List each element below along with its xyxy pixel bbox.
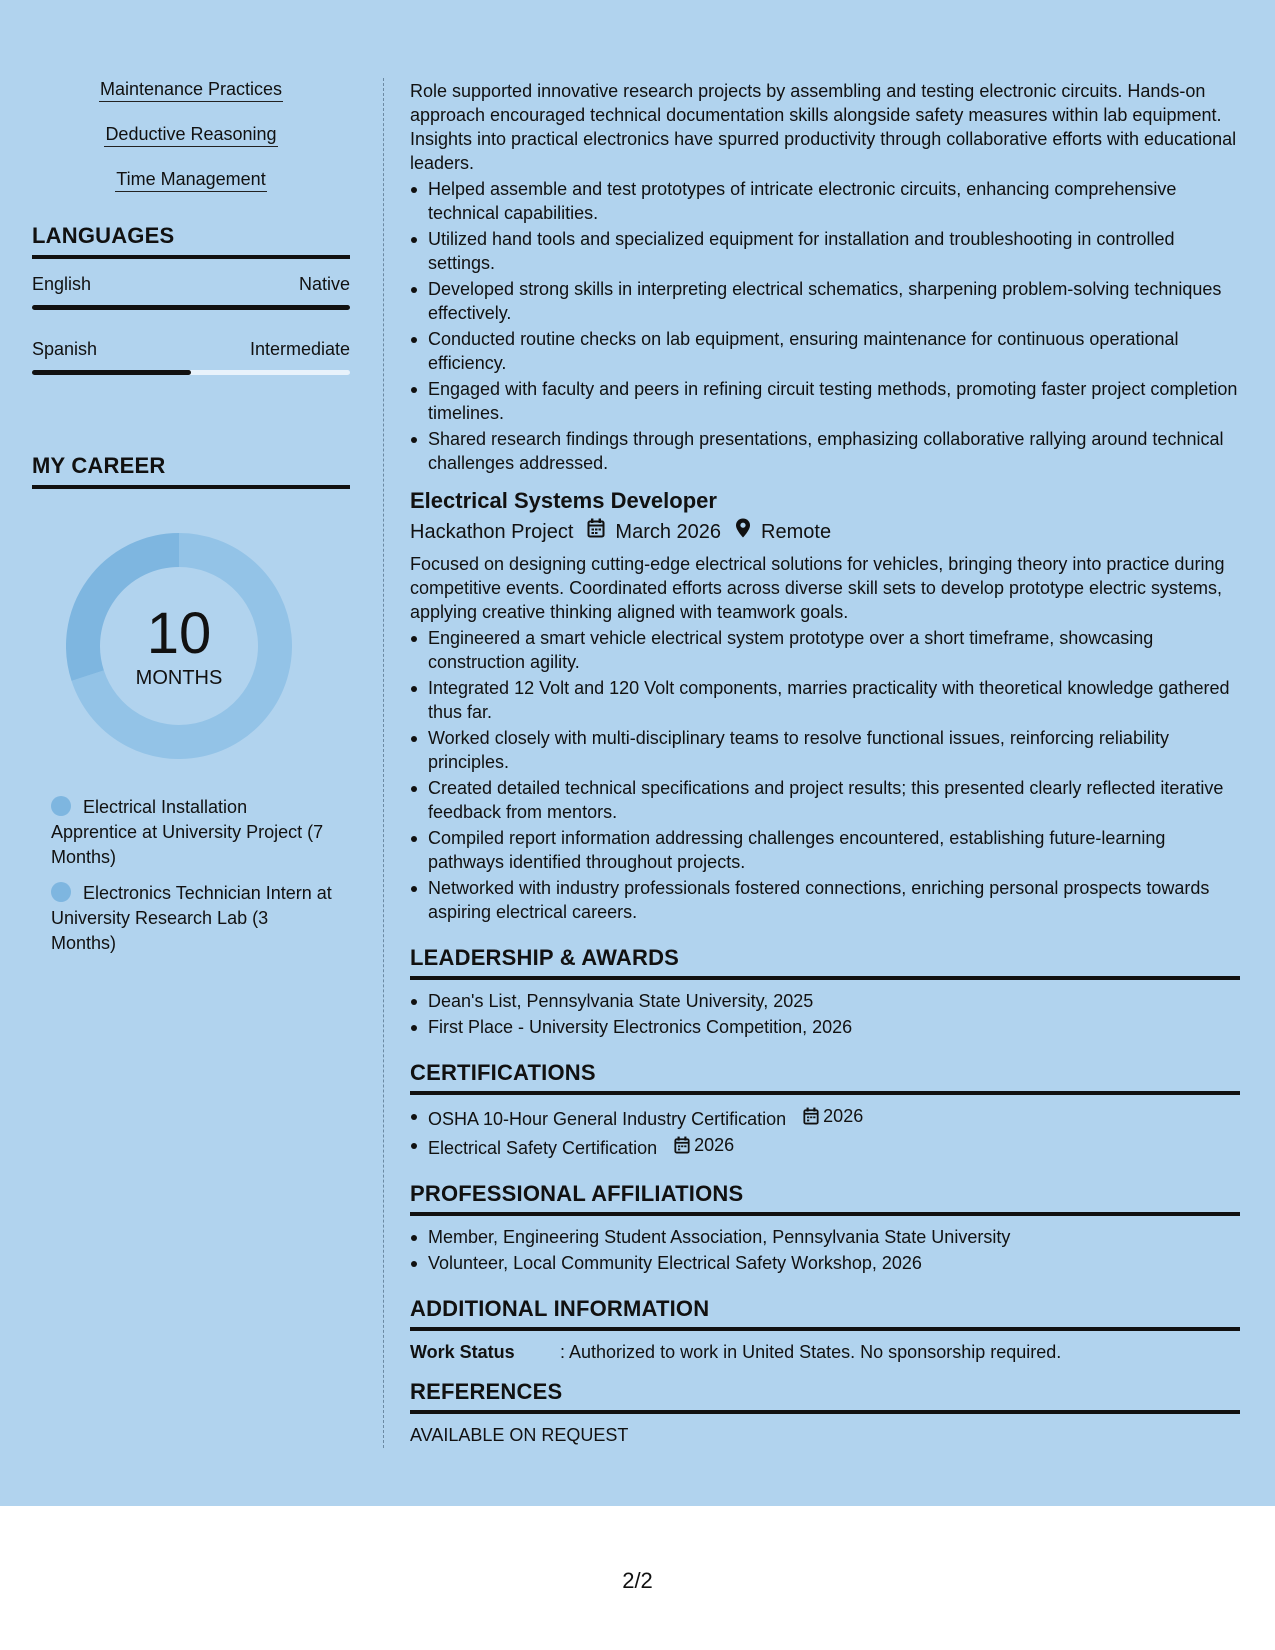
calendar-icon bbox=[674, 1136, 690, 1154]
calendar-icon bbox=[587, 518, 605, 545]
references-section bbox=[410, 1378, 1240, 1447]
experience-entry bbox=[410, 487, 1240, 924]
work-status-label: Work Status bbox=[410, 1342, 515, 1362]
career-dot-icon bbox=[51, 882, 71, 902]
languages-section bbox=[32, 223, 350, 375]
career-dot-icon bbox=[51, 796, 71, 816]
certification-name: OSHA 10-Hour General Industry Certification bbox=[428, 1109, 787, 1129]
location-pin-icon bbox=[735, 518, 751, 545]
skill-item bbox=[32, 123, 350, 148]
language-proficiency-fill bbox=[32, 305, 350, 310]
job-bullet: Engaged with faculty and peers in refining circuit testing methods, promoting faster project completion timelines. bbox=[410, 377, 1240, 425]
career-list bbox=[32, 795, 332, 956]
career-entry bbox=[51, 881, 332, 956]
job-bullet: Compiled report information addressing challenges encountered, establishing future-learning pathways identified throughout projects. bbox=[410, 826, 1240, 874]
job-meta bbox=[410, 518, 1240, 545]
job-description: Role supported innovative research projects by assembling and testing electronic circuits. Hands-on approach encouraged technical documentation skills alongside safety measures within lab equipment. Insights into practical electronics have spurred productivity through collaborative efforts with educational leaders. bbox=[410, 81, 1237, 173]
additional-info-heading: ADDITIONAL INFORMATION bbox=[410, 1295, 1240, 1331]
job-bullets bbox=[410, 626, 1240, 924]
leadership-section bbox=[410, 944, 1240, 1039]
languages-heading: LANGUAGES bbox=[32, 223, 350, 259]
career-total-number: 10 bbox=[146, 601, 212, 666]
career-entry bbox=[51, 795, 332, 870]
language-name: Spanish bbox=[32, 339, 98, 359]
job-bullet: Utilized hand tools and specialized equipment for installation and troubleshooting in controlled settings. bbox=[410, 227, 1240, 275]
job-bullet: Conducted routine checks on lab equipment, ensuring maintenance for continuous operational efficiency. bbox=[410, 327, 1240, 375]
job-title: Electrical Systems Developer bbox=[410, 488, 717, 513]
career-heading: MY CAREER bbox=[32, 453, 350, 489]
certifications-section bbox=[410, 1059, 1240, 1160]
skill-item bbox=[32, 78, 350, 103]
leadership-item: Dean's List, Pennsylvania State University, 2025 bbox=[410, 989, 1240, 1013]
job-bullets bbox=[410, 177, 1240, 475]
calendar-icon bbox=[803, 1107, 819, 1125]
references-heading: REFERENCES bbox=[410, 1378, 1240, 1414]
language-proficiency-bar bbox=[32, 305, 350, 310]
affiliation-item: Member, Engineering Student Association, Pennsylvania State University bbox=[410, 1225, 1240, 1249]
language-row bbox=[32, 338, 350, 375]
experience-entry bbox=[410, 79, 1240, 475]
skill-label: Maintenance Practices bbox=[99, 78, 283, 102]
job-bullet: Helped assemble and test prototypes of intricate electronic circuits, enhancing comprehensive technical capabilities. bbox=[410, 177, 1240, 225]
career-section bbox=[32, 453, 350, 956]
page-number: 2/2 bbox=[622, 1568, 653, 1593]
language-level: Native bbox=[298, 274, 350, 294]
job-bullet: Integrated 12 Volt and 120 Volt components, marries practicality with theoretical knowledge gathered thus far. bbox=[410, 676, 1240, 724]
certification-name: Electrical Safety Certification bbox=[428, 1138, 658, 1158]
language-name: English bbox=[32, 274, 92, 294]
affiliation-item: Volunteer, Local Community Electrical Safety Workshop, 2026 bbox=[410, 1251, 1240, 1275]
language-row bbox=[32, 273, 350, 310]
left-column bbox=[32, 78, 350, 967]
job-bullet: Engineered a smart vehicle electrical system prototype over a short timeframe, showcasing construction agility. bbox=[410, 626, 1240, 674]
leadership-heading: LEADERSHIP & AWARDS bbox=[410, 944, 1240, 980]
affiliations-section bbox=[410, 1180, 1240, 1275]
additional-info-section bbox=[410, 1295, 1240, 1364]
career-entry-text: Electrical Installation Apprentice at University Project (7 Months) bbox=[51, 797, 324, 867]
work-status-value: : Authorized to work in United States. No sponsorship required. bbox=[560, 1342, 1062, 1362]
job-bullet: Created detailed technical specifications and project results; this presented clearly reflected iterative feedback from mentors. bbox=[410, 776, 1240, 824]
column-divider bbox=[383, 78, 384, 1448]
skill-label: Deductive Reasoning bbox=[104, 123, 277, 147]
career-total-unit: MONTHS bbox=[135, 667, 223, 689]
certification-item bbox=[410, 1133, 1240, 1160]
job-bullet: Worked closely with multi-disciplinary teams to resolve functional issues, reinforcing reliability principles. bbox=[410, 726, 1240, 774]
job-bullet: Shared research findings through presentations, emphasizing collaborative rallying around technical challenges addressed. bbox=[410, 427, 1240, 475]
skill-label: Time Management bbox=[115, 168, 266, 192]
skills-list bbox=[32, 78, 350, 193]
language-level: Intermediate bbox=[249, 339, 350, 359]
affiliations-heading: PROFESSIONAL AFFILIATIONS bbox=[410, 1180, 1240, 1216]
language-proficiency-bar bbox=[32, 370, 350, 375]
job-bullet: Developed strong skills in interpreting electrical schematics, sharpening problem-solving techniques effectively. bbox=[410, 277, 1240, 325]
references-text: AVAILABLE ON REQUEST bbox=[410, 1425, 629, 1445]
work-status-row bbox=[410, 1340, 1240, 1364]
job-bullet: Networked with industry professionals fostered connections, enriching personal prospects towards aspiring electrical careers. bbox=[410, 876, 1240, 924]
certification-item bbox=[410, 1104, 1240, 1131]
right-column bbox=[410, 79, 1240, 1447]
certification-year: 2026 bbox=[823, 1106, 864, 1126]
certification-year: 2026 bbox=[694, 1135, 735, 1155]
career-donut-chart bbox=[66, 533, 292, 759]
language-proficiency-fill bbox=[32, 370, 191, 375]
job-location: Remote bbox=[761, 520, 832, 543]
skill-item bbox=[32, 168, 350, 193]
career-entry-text: Electronics Technician Intern at University Research Lab (3 Months) bbox=[51, 883, 332, 953]
leadership-item: First Place - University Electronics Competition, 2026 bbox=[410, 1015, 1240, 1039]
job-date: March 2026 bbox=[615, 520, 722, 543]
certifications-heading: CERTIFICATIONS bbox=[410, 1059, 1240, 1095]
job-organization: Hackathon Project bbox=[410, 520, 574, 543]
job-description: Focused on designing cutting-edge electrical solutions for vehicles, bringing theory into practice during competitive events. Coordinated efforts across diverse skill sets to develop prototype electric systems, applying creative thinking aligned with teamwork goals. bbox=[410, 554, 1225, 622]
